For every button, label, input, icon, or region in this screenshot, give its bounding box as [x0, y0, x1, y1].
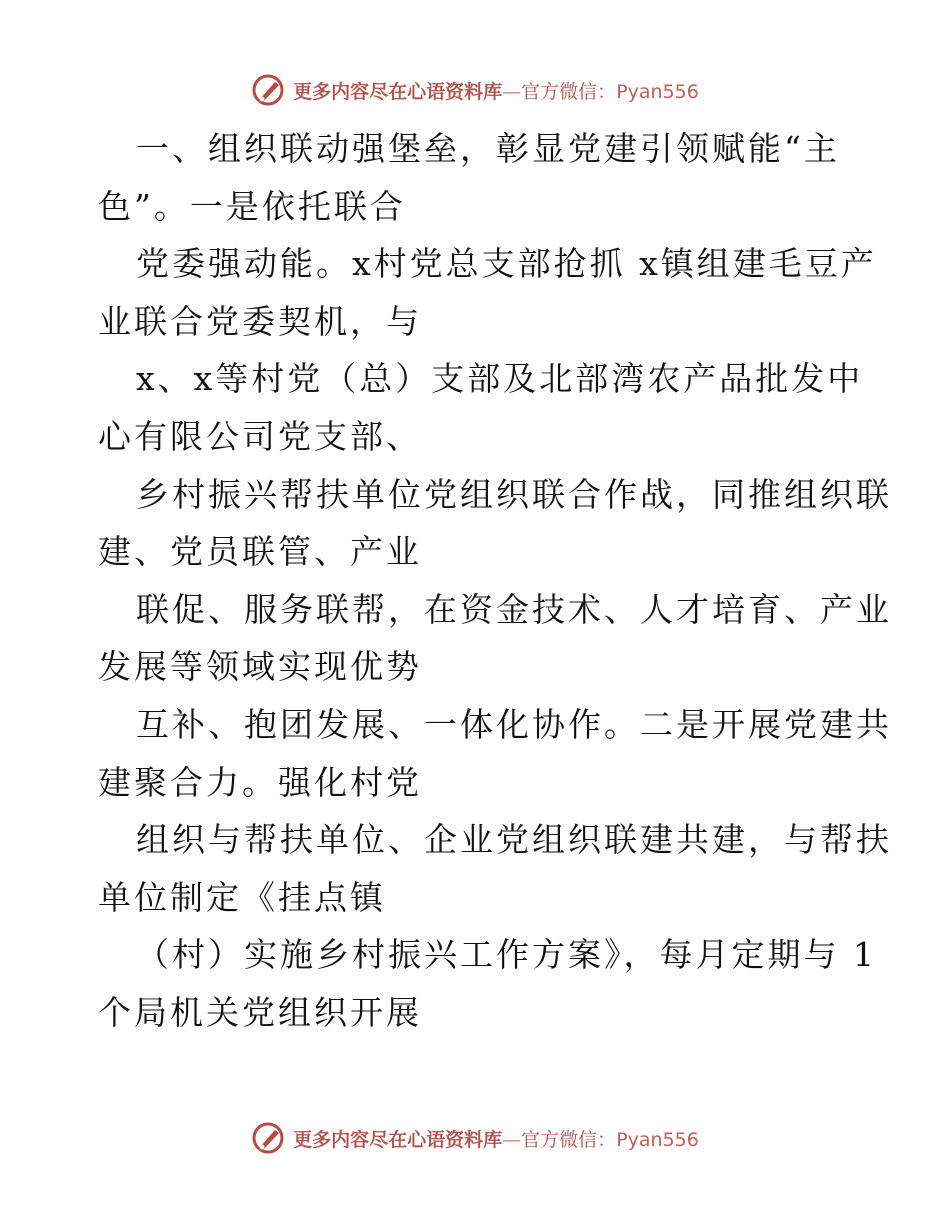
paragraph-line: 党委强动能。x村党总支部抢抓 x镇组建毛豆产: [136, 244, 877, 284]
paragraph: [98, 350, 864, 465]
pen-logo-icon: [251, 1121, 285, 1155]
paragraph-line-continued: 业联合党委契机，与: [98, 301, 422, 341]
paragraph: [98, 811, 892, 926]
watermark-handle: Pyan556: [616, 80, 699, 103]
paragraph-line: （村）实施乡村振兴工作方案》，每月定期与 1: [136, 935, 877, 975]
document-body: [98, 120, 892, 1042]
paragraph: [98, 926, 877, 1041]
paragraph-line-continued: 心有限公司党支部、: [98, 416, 422, 456]
pen-logo-icon: [251, 73, 285, 107]
header-watermark: [0, 70, 950, 110]
paragraph: [98, 120, 858, 235]
watermark-separator: —: [502, 1128, 522, 1151]
paragraph-line: x、x等村党（总）支部及北部湾农产品批发中: [136, 359, 864, 399]
watermark-text: [293, 1125, 699, 1152]
paragraph-line-continued: 个局机关党组织开展: [98, 992, 422, 1032]
watermark-label: 官方微信：: [521, 80, 617, 103]
paragraph: [98, 235, 877, 350]
watermark-label: 官方微信：: [521, 1128, 617, 1151]
watermark-brand: 更多内容尽在心语资料库: [293, 1128, 503, 1151]
paragraph-line: 乡村振兴帮扶单位党组织联合作战，同推组织联: [136, 474, 892, 514]
watermark-separator: —: [502, 80, 522, 103]
footer-watermark: [0, 1118, 950, 1158]
paragraph-line-continued: 建、党员联管、产业: [98, 532, 422, 572]
paragraph: [98, 466, 892, 581]
paragraph-line-continued: 色”。一是依托联合: [98, 186, 406, 226]
paragraph-line: 联促、服务联帮，在资金技术、人才培育、产业: [136, 589, 892, 629]
paragraph-line-continued: 发展等领域实现优势: [98, 647, 422, 687]
watermark-brand: 更多内容尽在心语资料库: [293, 80, 503, 103]
watermark-handle: Pyan556: [616, 1128, 699, 1151]
paragraph: [98, 581, 892, 696]
paragraph-line-continued: 单位制定《挂点镇: [98, 877, 386, 917]
paragraph-line: 组织与帮扶单位、企业党组织联建共建，与帮扶: [136, 820, 892, 860]
paragraph-line-continued: 建聚合力。强化村党: [98, 762, 422, 802]
paragraph: [98, 696, 892, 811]
paragraph-line: 互补、抱团发展、一体化协作。二是开展党建共: [136, 704, 892, 744]
paragraph-line: 一、组织联动强堡垒，彰显党建引领赋能“主: [136, 129, 840, 168]
watermark-text: [293, 77, 699, 104]
